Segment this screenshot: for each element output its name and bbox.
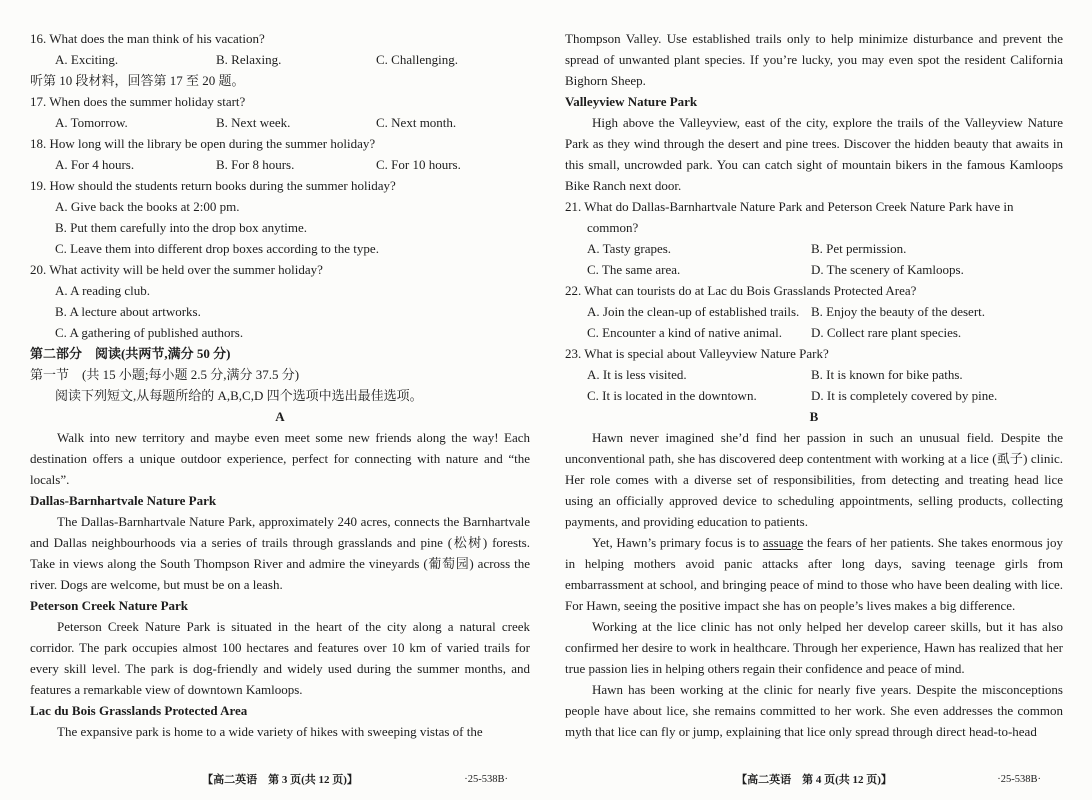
option-a: A. Tasty grapes.	[587, 241, 672, 256]
passage-a-label: A	[275, 409, 285, 424]
option-c: C. Challenging.	[376, 52, 458, 67]
park-paragraph-dallas: The Dallas-Barnhartvale Nature Park, approximately 240 acres, connects the Barnhartvale and Dallas neighbourhoods via a series of trails through grasslands and pine (松树) forests. Take in views along the South Thompson River and admire the vineyards (葡萄园) across the river. Dogs are welcome, but must be on a leash.	[30, 514, 530, 592]
option-c: C. Leave them into different drop boxes according to the type.	[55, 241, 379, 256]
option-c: C. For 10 hours.	[376, 157, 461, 172]
park-paragraph-valleyview: High above the Valleyview, east of the city, explore the trails of the Valleyview Nature Park as they wind through the desert and pine trees. Discover the hidden beauty that awaits in this small, uncrowded park. You can catch sight of mountain bikers in the famous Kamloops Bike Ranch next door.	[565, 115, 1063, 193]
option-a: A. Give back the books at 2:00 pm.	[55, 199, 240, 214]
option-b: B. Pet permission.	[811, 241, 907, 256]
question-16-options	[30, 49, 530, 70]
park-paragraph-lac-du-bois-continued: Thompson Valley. Use established trails only to help minimize disturbance and prevent the spread of unwanted plant species. If you’re lucky, you may even spot the resident California Bighorn Sheep.	[565, 31, 1063, 88]
paragraph-2-pre: Yet, Hawn’s primary focus is to	[592, 535, 763, 550]
option-a: A. Tomorrow.	[55, 115, 128, 130]
question-16-text: 16. What does the man think of his vacation?	[30, 31, 265, 46]
listening-section-note: 听第 10 段材料，回答第 17 至 20 题。	[30, 73, 245, 88]
park-heading-dallas: Dallas-Barnhartvale Nature Park	[30, 493, 217, 508]
question-23-options-row-1	[565, 364, 1063, 385]
question-18-options	[30, 154, 530, 175]
option-c: C. Encounter a kind of native animal.	[587, 325, 782, 340]
paragraph-2-post: the fears of her patients. She takes enormous joy in helping mothers avoid panic attacks after long days, saving teenage girls from embarrassment at school, and bringing peace of mind to those who have been dealing with lice. For Hawn, seeing the positive impact she has on people’s lives makes a big difference.	[565, 535, 1063, 613]
option-b: B. Relaxing.	[216, 52, 282, 67]
option-a: A. Join the clean-up of established trails.	[587, 304, 800, 319]
question-18-text: 18. How long will the library be open during the summer holiday?	[30, 136, 376, 151]
option-d: D. The scenery of Kamloops.	[811, 262, 964, 277]
option-a: A. It is less visited.	[587, 367, 687, 382]
underlined-word-assuage: assuage	[762, 535, 804, 550]
passage-b-paragraph-2	[565, 532, 1063, 616]
page-3-footer-title: 【高二英语 第 3 页(共 12 页)】	[202, 774, 358, 786]
question-22-text: 22. What can tourists do at Lac du Bois Grasslands Protected Area?	[565, 283, 917, 298]
option-c: C. The same area.	[587, 262, 681, 277]
page-3-footer	[30, 773, 530, 787]
option-d: D. It is completely covered by pine.	[811, 388, 998, 403]
park-paragraph-peterson: Peterson Creek Nature Park is situated in the heart of the city along a natural creek corridor. The park occupies almost 100 hectares and features over 10 km of varied trails for every skill level. The park is dog-friendly and widely used during the summer months, and features a remarkable view of downtown Kamloops.	[30, 619, 530, 697]
option-b: B. For 8 hours.	[216, 157, 295, 172]
passage-b-paragraph-3: Working at the lice clinic has not only helped her develop career skills, but it has also confirmed her desire to work in healthcare. Through her experience, Hawn has realized that her true passion lies in helping others regain their confidence and peace of mind.	[565, 619, 1063, 676]
page-4-footer	[565, 773, 1063, 787]
passage-b-paragraph-1: Hawn never imagined she’d find her passion in such an unusual field. Despite the unconventional path, she has discovered deep contentment with working at a lice (虱子) clinic. Her role comes with a diverse set of responsibilities, from detecting and treating head lice using an officially approved device to scheduling appointments, selling products, collecting payments, and providing education to patients.	[565, 430, 1063, 529]
park-heading-peterson: Peterson Creek Nature Park	[30, 598, 189, 613]
passage-b-label: B	[809, 409, 819, 424]
page-4-footer-title: 【高二英语 第 4 页(共 12 页)】	[736, 774, 892, 786]
question-21-options-row-2	[565, 259, 1063, 280]
option-c: C. It is located in the downtown.	[587, 388, 757, 403]
question-20-text: 20. What activity will be held over the summer holiday?	[30, 262, 323, 277]
question-23-options-row-2	[565, 385, 1063, 406]
section-1-instruction: 阅读下列短文,从每题所给的 A,B,C,D 四个选项中选出最佳选项。	[55, 388, 423, 403]
option-d: D. Collect rare plant species.	[811, 325, 962, 340]
section-1-heading: 第一节 (共 15 小题;每小题 2.5 分,满分 37.5 分)	[30, 367, 300, 382]
question-19-text: 19. How should the students return books during the summer holiday?	[30, 178, 396, 193]
option-b: B. Enjoy the beauty of the desert.	[811, 304, 986, 319]
page-3-footer-code: ·25-538B·	[464, 774, 508, 785]
option-c: C. A gathering of published authors.	[55, 325, 244, 340]
page-3	[30, 28, 530, 742]
question-22-options-row-1	[565, 301, 1063, 322]
part-2-heading: 第二部分 阅读(共两节,满分 50 分)	[30, 346, 231, 361]
option-b: B. A lecture about artworks.	[55, 304, 201, 319]
park-heading-lac-du-bois: Lac du Bois Grasslands Protected Area	[30, 703, 248, 718]
passage-b-paragraph-4: Hawn has been working at the clinic for nearly five years. Despite the misconceptions people have about lice, she remains committed to her work. She even addresses the common myth that lice can fly or jump, explaining that lice only spread through direct head-to-head	[565, 682, 1063, 739]
option-b: B. Put them carefully into the drop box anytime.	[55, 220, 308, 235]
option-b: B. It is known for bike paths.	[811, 367, 963, 382]
option-b: B. Next week.	[216, 115, 291, 130]
option-a: A. For 4 hours.	[55, 157, 135, 172]
passage-a-intro: Walk into new territory and maybe even meet some new friends along the way! Each destination offers a unique outdoor experience, perfect for connecting with nature and “the locals”.	[30, 430, 530, 487]
question-23-text: 23. What is special about Valleyview Nature Park?	[565, 346, 829, 361]
page-4	[565, 28, 1063, 742]
question-21-options-row-1	[565, 238, 1063, 259]
question-21-text: 21. What do Dallas-Barnhartvale Nature Park and Peterson Creek Nature Park have in common?	[565, 199, 1014, 235]
page-4-footer-code: ·25-538B·	[997, 774, 1041, 785]
option-a: A. Exciting.	[55, 52, 119, 67]
option-c: C. Next month.	[376, 115, 457, 130]
park-heading-valleyview: Valleyview Nature Park	[565, 94, 698, 109]
question-17-options	[30, 112, 530, 133]
option-a: A. A reading club.	[55, 283, 150, 298]
question-17-text: 17. When does the summer holiday start?	[30, 94, 246, 109]
park-paragraph-lac-du-bois: The expansive park is home to a wide variety of hikes with sweeping vistas of the	[57, 724, 483, 739]
question-22-options-row-2	[565, 322, 1063, 343]
